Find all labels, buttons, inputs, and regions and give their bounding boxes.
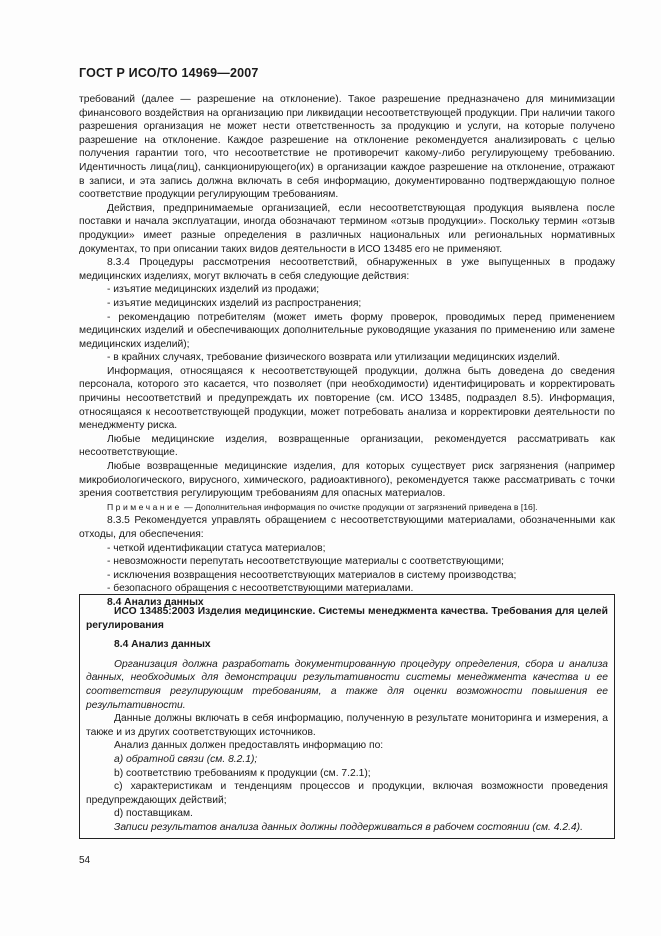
list-item: - в крайних случаях, требование физического возврата или утилизации медицинских изделий. — [107, 352, 560, 364]
paragraph: 8.3.5 Рекомендуется управлять обращением с несоответствующими материалами, обозначенными как отходы, для обеспечения: — [79, 515, 615, 540]
note — [79, 501, 615, 515]
list-item: - четкой идентификации статуса материалов; — [107, 542, 326, 554]
list-item: - рекомендацию потребителям (может иметь форму проверок, проводимых перед применением медицинских изделий и обеспечивающих дополнительные руководящие указания по применению или замене медицинских изделий); — [79, 311, 615, 350]
box-paragraph: Организация должна разработать документированную процедуру определения, сбора и анализа данных, необходимых для демонстрации результативности системы менеджмента качества и ее соответствия регулирующим требованиям, а также для оценки возможности повышения ее результативности. — [86, 658, 608, 711]
box-list-item: c) характеристикам и тенденциям процессов и продукции, включая возможности проведения предупреждающих действий; — [86, 781, 608, 806]
document-header: ГОСТ Р ИСО/ТО 14969—2007 — [79, 66, 259, 80]
note-label: Примечание — [107, 501, 182, 512]
box-paragraph: Анализ данных должен предоставлять информацию по: — [114, 740, 384, 752]
list-item: - изъятие медицинских изделий из продажи; — [107, 284, 320, 296]
paragraph: 8.3.4 Процедуры рассмотрения несоответствий, обнаруженных в уже выпущенных в продажу медицинских изделиях, могут включать в себя следующие действия: — [79, 257, 615, 282]
list-item: - невозможности перепутать несоответствующие материалы с соответствующими; — [107, 556, 504, 568]
paragraph: Действия, предпринимаемые организацией, если несоответствующая продукция выявлена после поставки и начала эксплуатации, иногда обозначают термином «отзыв продукции». Поскольку термин «отзыв продукции» имеет разные определения в различных национальных или региональных нормативных документах, то при описании таких видов деятельности в ИСО 13485 его не применяют. — [79, 202, 615, 255]
page-number: 54 — [79, 855, 91, 866]
standard-excerpt-box — [79, 594, 615, 839]
box-title: ИСО 13485:2003 Изделия медицинские. Системы менеджмента качества. Требования для целей регулирования — [86, 606, 608, 631]
paragraph: требований (далее — разрешение на отклонение). Такое разрешение предназначено для минимизации финансового воздействия на организацию при ликвидации несоответствующей продукции. При наличии такого разрешения организация не может нести ответственность за продукцию и услуги, на которые получено разрешение на отклонение. Каждое разрешение на отклонение рекомендуется анализировать с целью получения гарантии того, что несоответствие не противоречит какому-либо регулирующему требованию. Идентичность лица(лиц), санкционирующего(их) в организации каждое разрешение на отклонение, отражают в записи, и эта запись должна включать в себя информацию, документированно подтверждающую полное соответствие продукции регулирующим требованиям. — [79, 94, 615, 201]
paragraph: Любые медицинские изделия, возвращенные организации, рекомендуется рассматривать как несоответствующие. — [79, 433, 615, 459]
list-item: - изъятие медицинских изделий из распространения; — [107, 297, 362, 309]
note-text: — Дополнительная информация по очистке продукции от загрязнений приведена в [16]. — [184, 501, 538, 512]
box-paragraph: Записи результатов анализа данных должны поддерживаться в рабочем состоянии (см. 4.2.4). — [114, 821, 583, 833]
section-heading: 8.4 Анализ данных — [107, 596, 204, 608]
paragraph: Информация, относящаяся к несоответствующей продукции, должна быть доведена до сведения персонала, которого это касается, что позволяет (при необходимости) идентифицировать и корректировать причины несоответствий и предупреждать их повторение (см. ИСО 13485, подраздел 8.5). Информация, относящаяся к несоответствующей продукции, может потребовать анализа и корректировки деятельности по менеджменту риска. — [79, 365, 615, 432]
box-list-item: a) обратной связи (см. 8.2.1); — [114, 753, 258, 765]
list-item: - безопасного обращения с несоответствующими материалами. — [107, 583, 414, 595]
paragraph: Любые возвращенные медицинские изделия, для которых существует риск загрязнения (например микробиологического, вирусного, химического, радиоактивного), рекомендуется также рассматривать с точки зрения соответствия регулирующим требованиям для опасных материалов. — [79, 461, 615, 500]
box-list-item: b) соответствию требованиям к продукции (см. 7.2.1); — [114, 767, 371, 779]
box-section-heading: 8.4 Анализ данных — [114, 639, 211, 651]
box-list-item: d) поставщикам. — [114, 808, 193, 820]
box-paragraph: Данные должны включать в себя информацию, полученную в результате мониторинга и измерения, а также и из других соответствующих источников. — [86, 713, 608, 738]
list-item: - исключения возвращения несоответствующих материалов в систему производства; — [107, 569, 517, 581]
main-text — [79, 93, 615, 610]
